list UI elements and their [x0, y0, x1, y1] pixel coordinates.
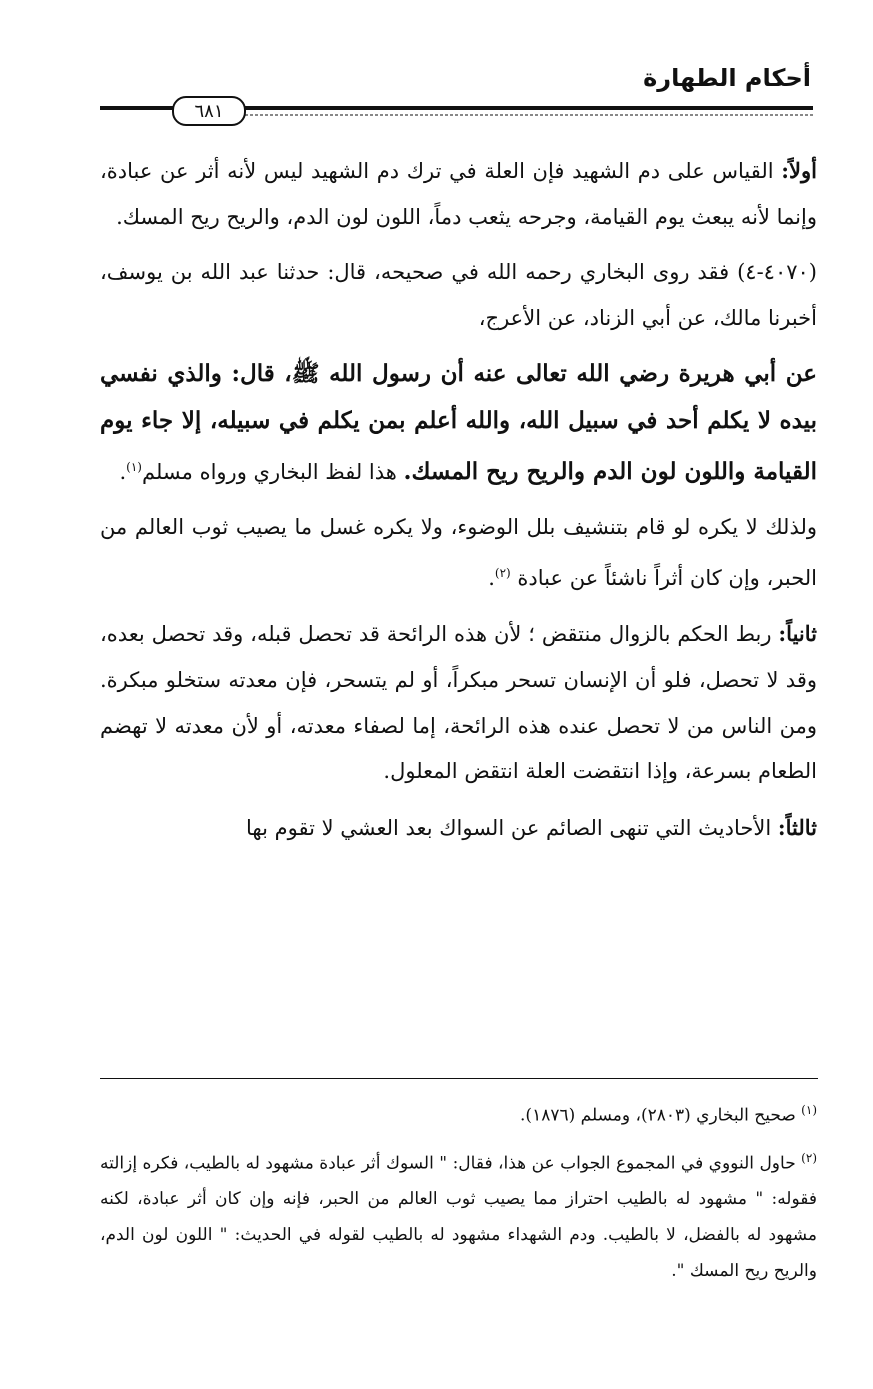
- hadith-tail-text: هذا لفظ البخاري ورواه مسلم: [141, 459, 404, 484]
- paragraph-third: ولذلك لا يكره لو قام بتنشيف بلل الوضوء، ولا يكره غسل ما يصيب ثوب العالم من الحبر، وإن كان أثراً ناشئاً عن عبادة $^{(٢)}$.: [100, 515, 817, 590]
- footnote-1-text: صحيح البخاري (٢٨٠٣)، ومسلم (١٨٧٦).: [520, 1105, 802, 1126]
- footnote-ref-2: (٢): [494, 565, 511, 580]
- footnote-separator: [100, 1078, 818, 1079]
- page-number: [172, 96, 246, 126]
- footnote-2-text: حاول النووي في المجموع الجواب عن هذا، فقال: " السوك أثر عبادة مشهود له بالطيب، فكره إزالته فقوله: " مشهود له بالطيب احتراز مما يصيب ثوب العالم من الحبر، فإنه وإن كان أثر عبادة، لكنه مشهود له بالفضل، لا بالطيب. ودم الشهداء مشهود له بالطيب لقوله في الحديث: " اللون لون الدم، والريح ريح المسك ".: [100, 1153, 817, 1282]
- paragraph-isnad: [100, 250, 817, 341]
- hadith-text: عن أبي هريرة رضي الله تعالى عنه أن رسول الله ﷺ، قال: والذي نفسي بيده لا يكلم أحد في سبيل الله، والله أعلم بمن يكلم في سبيله، إلا جاء يوم القيامة واللون لون الدم والريح ريح المسك.: [100, 360, 817, 485]
- page-number-text: ٦٨١: [194, 100, 224, 122]
- paragraph-third-point: [100, 805, 817, 852]
- paragraph-second-point: [100, 611, 817, 794]
- running-header-title: أحكام الطهارة: [643, 64, 811, 92]
- footnote-2-number: (٢): [801, 1150, 817, 1165]
- footnote-1-number: (١): [801, 1103, 817, 1117]
- paragraph-hadith: عن أبي هريرة رضي الله تعالى عنه أن رسول الله ﷺ، قال: والذي نفسي بيده لا يكلم أحد في سبيل الله، والله أعلم بمن يكلم في سبيله، إلا جاء يوم القيامة واللون لون الدم والريح ريح المسك. هذا لفظ البخاري ورواه مسلم$^{(١)}$.: [100, 360, 817, 485]
- paragraph-first: [100, 148, 817, 240]
- paragraph-first-label: أولاً:: [781, 158, 817, 183]
- footnotes: [100, 1092, 817, 1295]
- paragraph-second-point-text: ربط الحكم بالزوال منتقض ؛ لأن هذه الرائحة قد تحصل قبله، وقد تحصل بعده، وقد لا تحصل، فلو أن الإنسان تسحر مبكراً، أو لم يتسحر، فإن معدته ستخلو مبكرة. ومن الناس من لا تحصل عنده هذه الرائحة، إما لصفاء معدته، أو لأن معدته لا تهضم الطعام بسرعة، وإذا انتقضت العلة انتقض المعلول.: [100, 622, 817, 784]
- main-text: [100, 148, 817, 861]
- paragraph-third-point-text: الأحاديث التي تنهى الصائم عن السواك بعد العشي لا تقوم بها: [246, 815, 778, 840]
- paragraph-first-text: القياس على دم الشهيد فإن العلة في ترك دم الشهيد ليس لأنه أثر عن عبادة، وإنما لأنه يبعث يوم القيامة، وجرحه يثعب دماً، اللون لون الدم، والريح ريح المسك.: [100, 159, 817, 229]
- paragraph-third-text: ولذلك لا يكره لو قام بتنشيف بلل الوضوء، ولا يكره غسل ما يصيب ثوب العالم من الحبر، وإن كان أثراً ناشئاً عن عبادة: [100, 515, 817, 590]
- footnote-1: [100, 1092, 817, 1134]
- paragraph-isnad-text: (٤٠٧٠-٤) فقد روى البخاري رحمه الله في صحيحه، قال: حدثنا عبد الله بن يوسف، أخبرنا مالك، عن أبي الزناد، عن الأعرج،: [100, 260, 817, 330]
- paragraph-third-point-label: ثالثاً:: [777, 814, 817, 840]
- footnote-2: [100, 1140, 817, 1290]
- footnote-ref-1: (١): [126, 459, 142, 474]
- header-rule-dotted: [240, 114, 813, 116]
- paragraph-second-point-label: ثانياً:: [778, 621, 817, 647]
